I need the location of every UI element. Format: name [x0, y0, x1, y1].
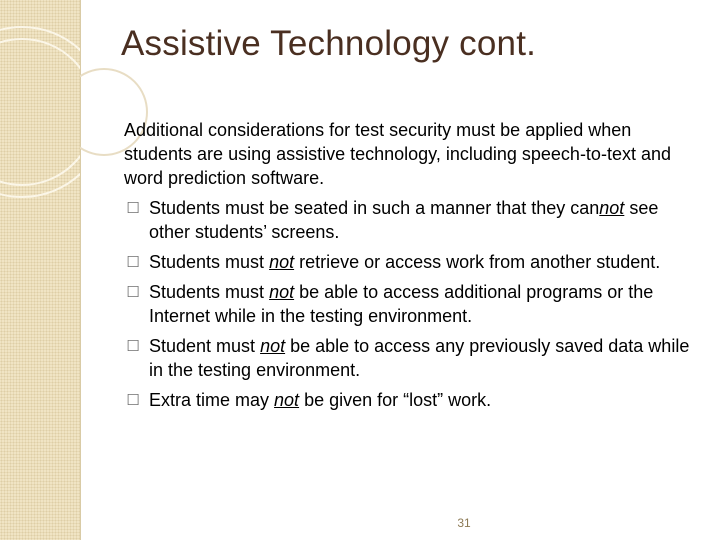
emphasis-not: not — [269, 282, 295, 302]
decorative-side-band — [0, 0, 80, 540]
emphasis-not: not — [274, 390, 300, 410]
checkbox-bullet-icon: ☐ — [126, 337, 140, 355]
decorative-circle-inner — [0, 38, 80, 186]
bullet-list — [124, 196, 704, 412]
slide-title: Assistive Technology cont. — [121, 24, 537, 63]
emphasis-not: not — [599, 198, 625, 218]
bullet-text: be able to access additional programs or the Internet while in the testing environment. — [149, 282, 654, 326]
bullet-text: Students must — [149, 252, 270, 272]
bullet-text: be given for “lost” work. — [299, 390, 492, 410]
bullet-text: see other students’ screens. — [149, 198, 659, 242]
bullet-text: Students must be seated in such a manner that they can — [149, 198, 600, 218]
checkbox-bullet-icon: ☐ — [126, 391, 140, 409]
bullet-item — [126, 196, 704, 244]
intro-paragraph: Additional considerations for test security must be applied when students are using assistive technology, including speech-to-text and word prediction software. — [124, 120, 671, 188]
emphasis-not: not — [260, 336, 286, 356]
bullet-text: retrieve or access work from another student. — [294, 252, 661, 272]
bullet-item — [126, 250, 704, 274]
page-number: 31 — [457, 516, 471, 530]
bullet-text: Student must — [149, 336, 261, 356]
bullet-item — [126, 334, 704, 382]
checkbox-bullet-icon: ☐ — [126, 283, 140, 301]
bullet-item — [126, 280, 704, 328]
bullet-item — [126, 388, 704, 412]
bullet-text: be able to access any previously saved data while in the testing environment. — [149, 336, 690, 380]
emphasis-not: not — [269, 252, 295, 272]
slide-body — [124, 118, 704, 418]
bullet-text: Students must — [149, 282, 270, 302]
checkbox-bullet-icon: ☐ — [126, 253, 140, 271]
checkbox-bullet-icon: ☐ — [126, 199, 140, 217]
bullet-text: Extra time may — [149, 390, 275, 410]
